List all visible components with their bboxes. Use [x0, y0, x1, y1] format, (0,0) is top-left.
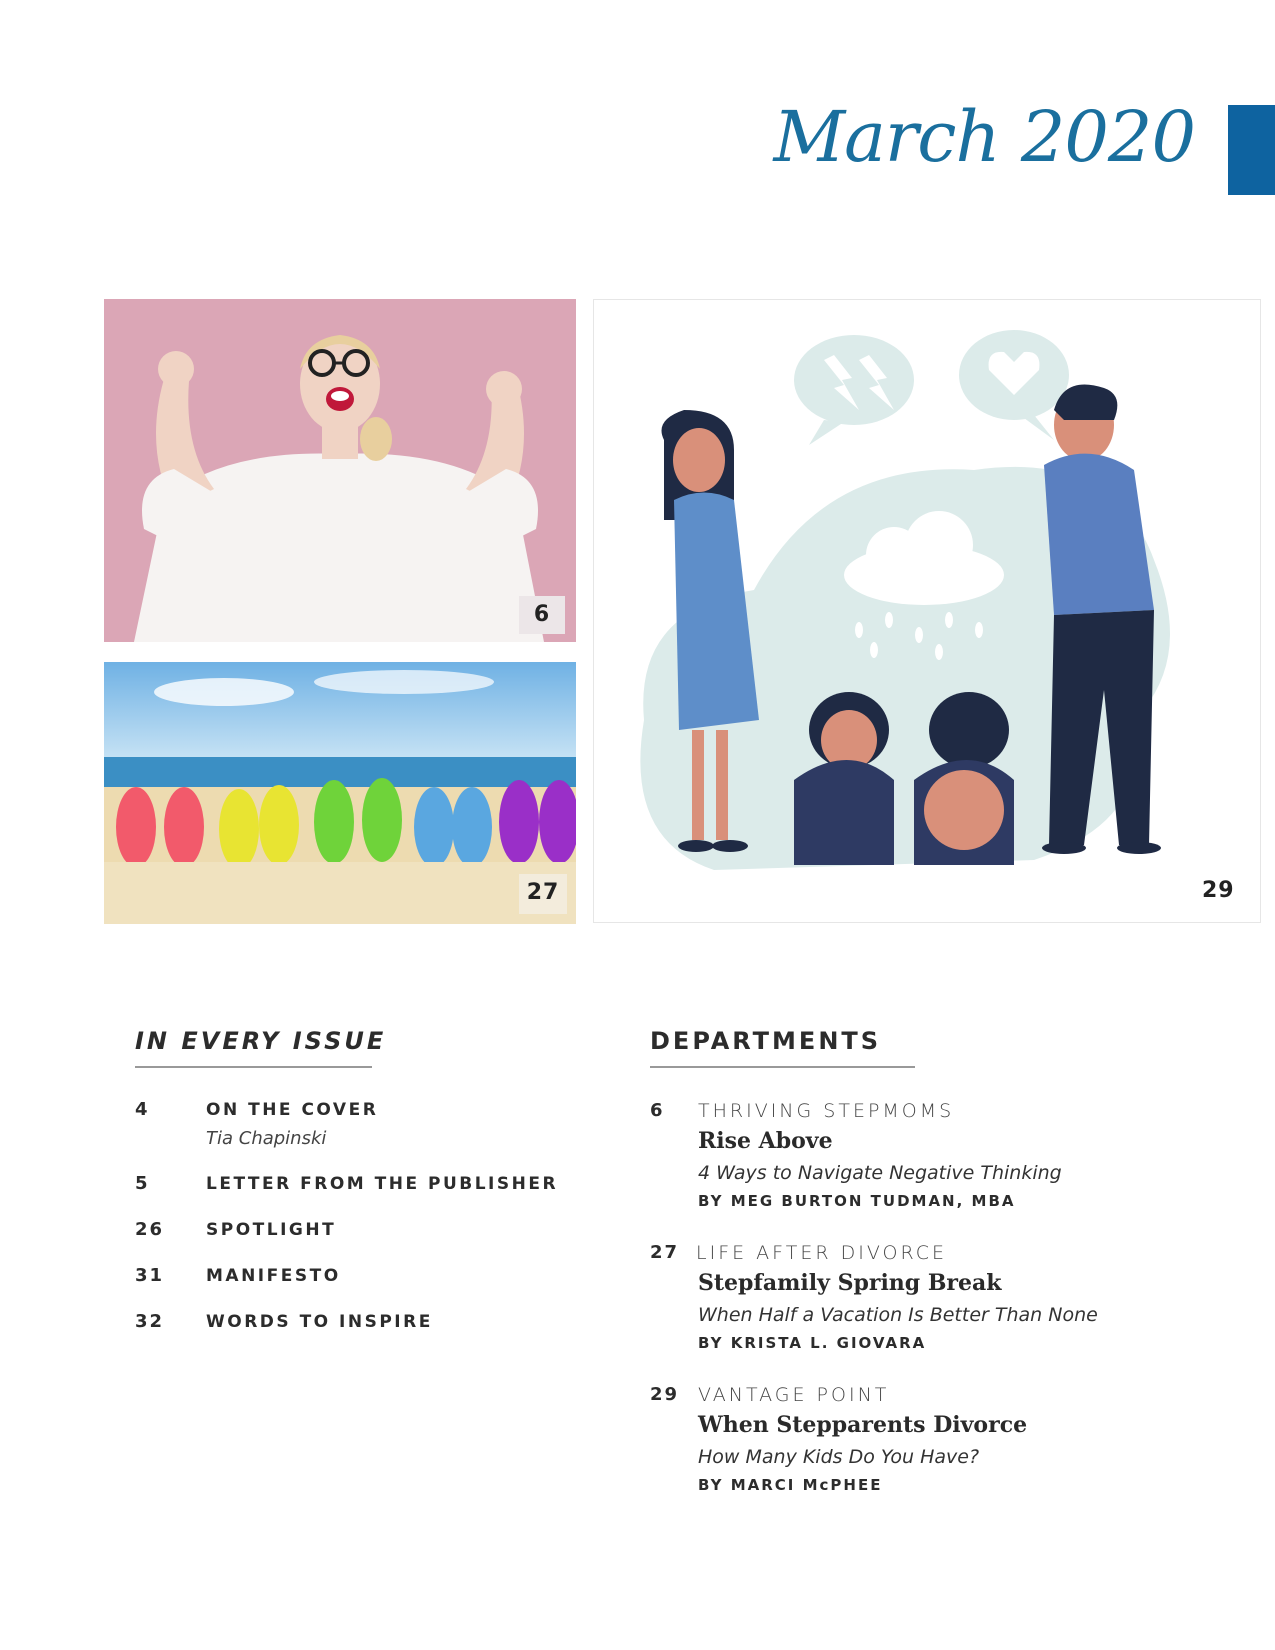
beach-flipflops-photo[interactable]	[104, 662, 576, 924]
dept-page-number: 27	[650, 1242, 680, 1263]
departments-heading: DEPARTMENTS	[650, 1027, 882, 1055]
toc-item-title[interactable]: WORDS TO INSPIRE	[206, 1312, 433, 1332]
toc-page-number: 4	[135, 1099, 150, 1120]
toc-page-number: 5	[135, 1173, 150, 1194]
article-title[interactable]: When Stepparents Divorce	[698, 1412, 1028, 1438]
heading-underline	[135, 1066, 372, 1068]
dept-page-number: 29	[650, 1384, 680, 1405]
heading-underline	[650, 1066, 915, 1068]
article-title[interactable]: Stepfamily Spring Break	[698, 1270, 1002, 1296]
celebrating-woman-photo[interactable]	[104, 299, 576, 642]
toc-item-title[interactable]: ON THE COVER	[206, 1100, 379, 1120]
article-subtitle: How Many Kids Do You Have?	[698, 1446, 980, 1468]
department-name: LIFE AFTER DIVORCE	[696, 1242, 947, 1264]
issue-title: March 2020	[773, 96, 1195, 178]
toc-page-number: 31	[135, 1265, 165, 1286]
article-subtitle: 4 Ways to Navigate Negative Thinking	[698, 1162, 1062, 1184]
family-divorce-illustration[interactable]	[593, 299, 1261, 923]
accent-tab	[1228, 105, 1275, 195]
article-title[interactable]: Rise Above	[698, 1128, 833, 1154]
toc-item-title[interactable]: SPOTLIGHT	[206, 1220, 337, 1240]
page-number-badge: 27	[519, 874, 567, 914]
dept-page-number: 6	[650, 1100, 665, 1121]
toc-item-title[interactable]: LETTER FROM THE PUBLISHER	[206, 1174, 559, 1194]
toc-page-number: 26	[135, 1219, 165, 1240]
article-byline: BY MEG BURTON TUDMAN, MBA	[698, 1192, 1016, 1210]
department-name: THRIVING STEPMOMS	[698, 1100, 955, 1122]
toc-item-subtitle: Tia Chapinski	[206, 1128, 327, 1149]
article-subtitle: When Half a Vacation Is Better Than None	[698, 1304, 1098, 1326]
article-byline: BY KRISTA L. GIOVARA	[698, 1334, 927, 1352]
article-byline: BY MARCI McPHEE	[698, 1476, 883, 1494]
page-number-label: 29	[1202, 878, 1235, 903]
toc-item-title[interactable]: MANIFESTO	[206, 1266, 341, 1286]
in-every-issue-heading: IN EVERY ISSUE	[135, 1027, 387, 1055]
toc-page-number: 32	[135, 1311, 165, 1332]
department-name: VANTAGE POINT	[698, 1384, 890, 1406]
page-number-badge: 6	[519, 596, 565, 634]
